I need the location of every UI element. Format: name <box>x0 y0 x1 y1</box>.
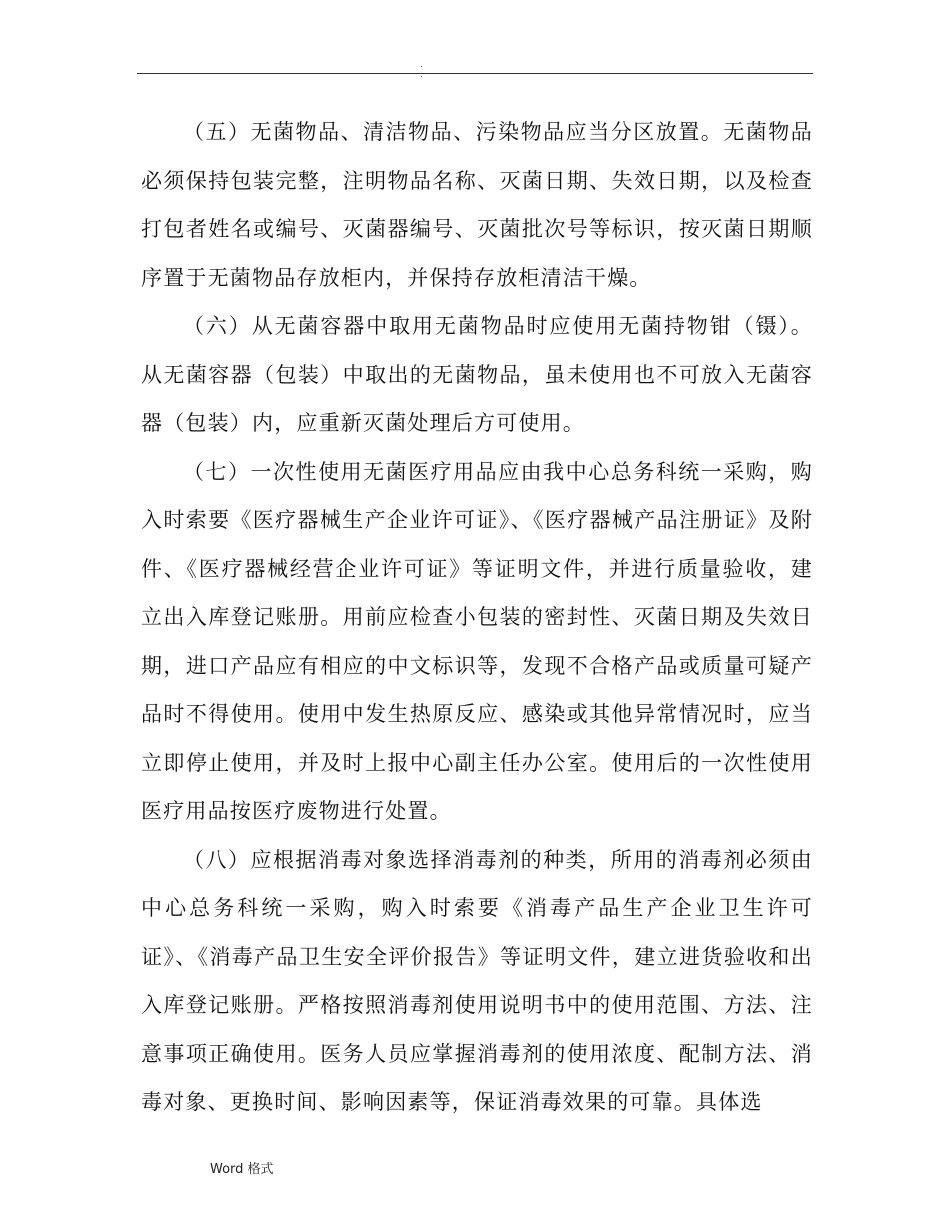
paragraph-5: （五）无菌物品、清洁物品、污染物品应当分区放置。无菌物品必须保持包装完整，注明物品名称、灭菌日期、失效日期，以及检查打包者姓名或编号、灭菌器编号、灭菌批次号等标识，按灭菌日期顺序置于无菌物品存放柜内，并保持存放柜清洁干燥。 <box>141 120 813 290</box>
paragraph-7: （七）一次性使用无菌医疗用品应由我中心总务科统一采购，购入时索要《医疗器械生产企业许可证》、《医疗器械产品注册证》及附件、《医疗器械经营企业许可证》等证明文件，并进行质量验收，建立出入库登记账册。用前应检查小包装的密封性、灭菌日期及失效日期，进口产品应有相应的中文标识等，发现不合格产品或质量可疑产品时不得使用。使用中发生热原反应、感染或其他异常情况时，应当立即停止使用，并及时上报中心副主任办公室。使用后的一次性使用医疗用品按医疗废物进行处置。 <box>141 459 813 823</box>
paragraph-6: （六）从无菌容器中取用无菌物品时应使用无菌持物钳（镊）。从无菌容器（包装）中取出的无菌物品，虽未使用也不可放入无菌容器（包装）内，应重新灭菌处理后方可使用。 <box>141 314 813 435</box>
footer-label: Word 格式 <box>210 1162 274 1177</box>
header-rule <box>137 73 813 74</box>
header-dots: . . <box>420 60 503 80</box>
document-body <box>141 108 813 1127</box>
paragraph-8: （八）应根据消毒对象选择消毒剂的种类，所用的消毒剂必须由中心总务科统一采购，购入时索要《消毒产品生产企业卫生许可证》、《消毒产品卫生安全评价报告》等证明文件，建立进货验收和出入库登记账册。严格按照消毒剂使用说明书中的使用范围、方法、注意事项正确使用。医务人员应掌握消毒剂的使用浓度、配制方法、消毒对象、更换时间、影响因素等，保证消毒效果的可靠。具体选 <box>141 847 813 1114</box>
